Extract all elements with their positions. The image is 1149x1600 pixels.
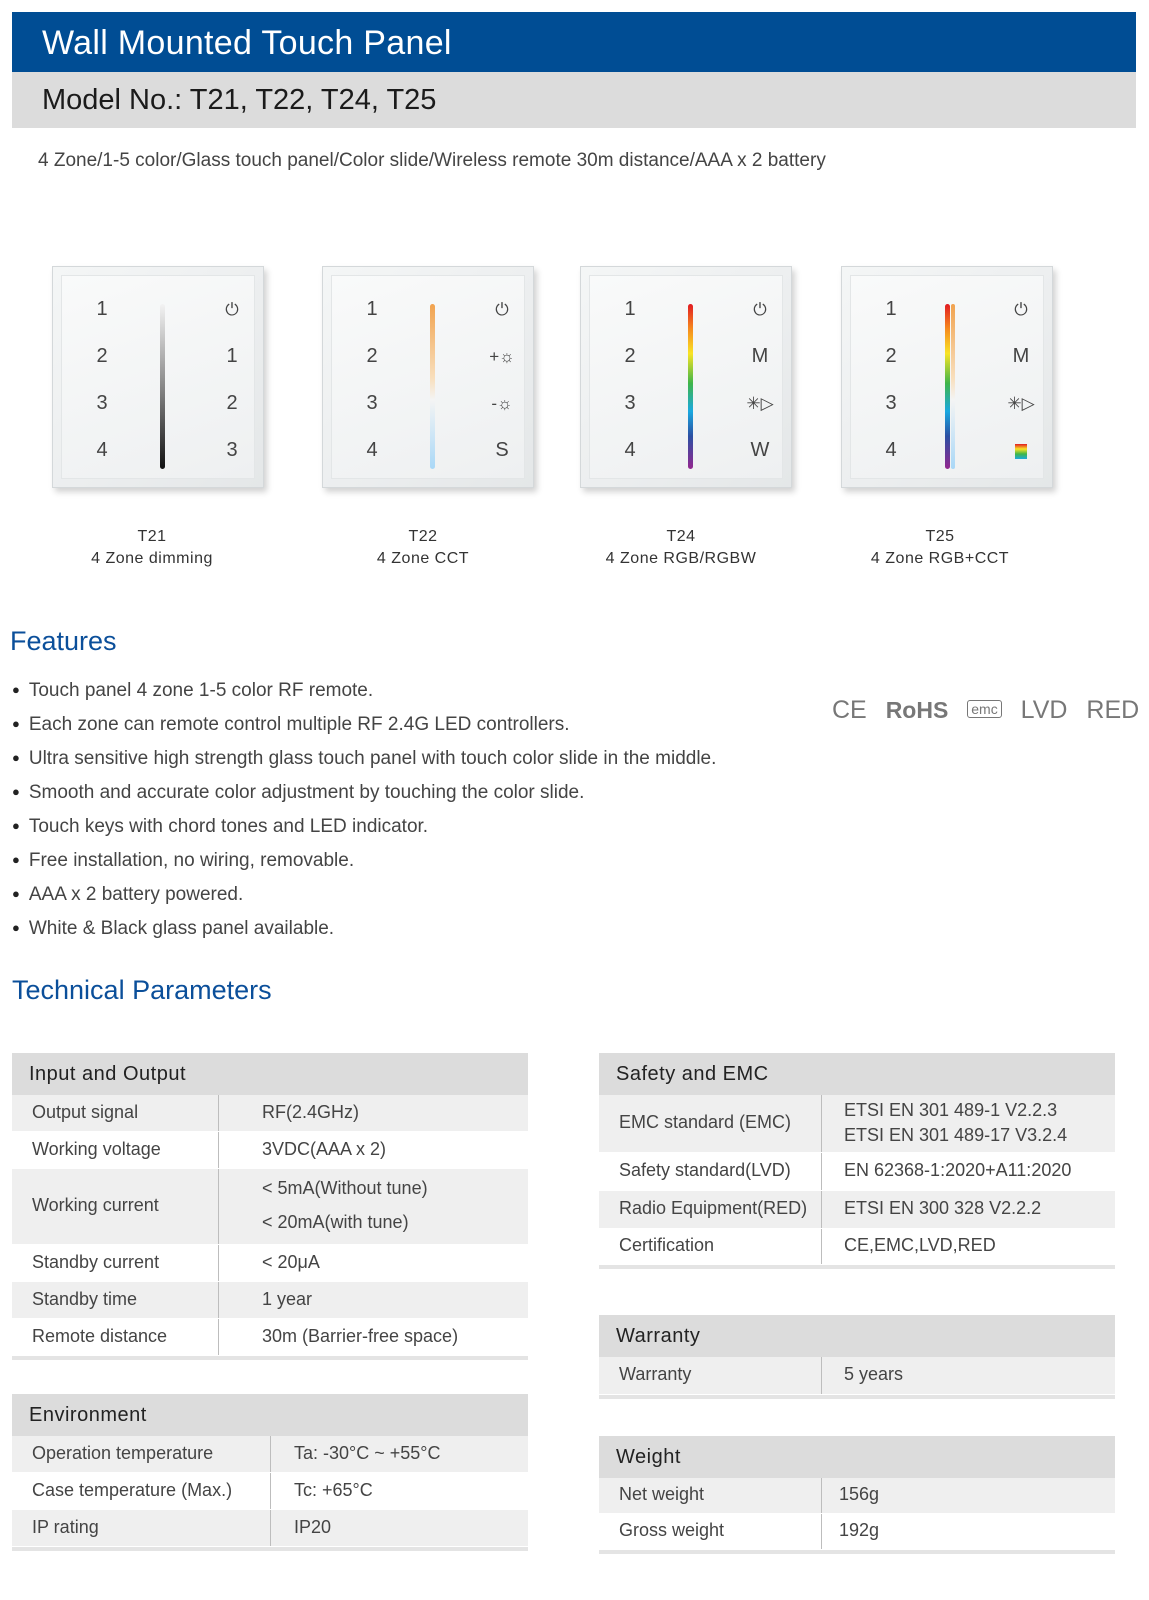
column-divider — [218, 1132, 219, 1168]
zone-key — [352, 345, 392, 368]
product-description: 4 Zone CCT — [376, 550, 470, 567]
function-key — [740, 345, 780, 368]
param-name: Output signal — [32, 1101, 139, 1122]
color-slide — [688, 304, 693, 469]
column-divider — [821, 1095, 822, 1152]
table-bottom-rule — [599, 1265, 1115, 1269]
zone-key-label: 4 — [885, 439, 897, 461]
speed-icon: ✳▷ — [746, 394, 774, 413]
zone-key — [610, 345, 650, 368]
table-title: Environment — [12, 1394, 528, 1436]
param-name: Certification — [619, 1235, 715, 1255]
table-row — [599, 1095, 1115, 1153]
param-value: EN 62368-1:2020+A11:2020 — [844, 1160, 1072, 1180]
feature-item: ● Touch panel 4 zone 1-5 color RF remote. — [12, 678, 716, 712]
zone-key — [82, 345, 122, 368]
table-row — [12, 1436, 528, 1473]
glass-surface — [850, 275, 1044, 479]
zone-key-label: 3 — [366, 392, 378, 414]
feature-item: ● Ultra sensitive high strength glass touch panel with touch color slide in the middle. — [12, 746, 716, 780]
zone-key — [610, 439, 650, 462]
param-value: 3VDC(AAA x 2) — [262, 1138, 387, 1159]
product-caption — [830, 526, 1050, 570]
zone-key — [610, 392, 650, 415]
zone-key — [82, 298, 122, 321]
color-switch-icon — [1001, 439, 1041, 462]
rohs-logo: RoHS — [885, 697, 949, 723]
zone-key-label: 1 — [624, 298, 636, 320]
param-value: ETSI EN 301 489-1 V2.2.3 — [844, 1099, 1058, 1120]
touch-panel-t22 — [322, 266, 534, 488]
table-row — [12, 1510, 528, 1547]
table-row — [12, 1473, 528, 1510]
brightness-up-icon: +☼ — [489, 347, 515, 366]
feature-item: ● AAA x 2 battery powered. — [12, 882, 716, 916]
column-divider — [821, 1229, 822, 1264]
zone-key — [82, 392, 122, 415]
touch-panel-t25 — [841, 266, 1053, 488]
function-key-label: M — [751, 345, 769, 367]
safety-table — [599, 1053, 1115, 1269]
param-value: < 20μA — [262, 1251, 320, 1272]
features-heading: Features — [10, 626, 117, 656]
param-name: Standby current — [32, 1251, 160, 1272]
product-description: 4 Zone RGB/RGBW — [605, 550, 757, 567]
feature-item: ● Smooth and accurate color adjustment by touching the color slide. — [12, 780, 716, 814]
zone-key-label: 2 — [624, 345, 636, 367]
zone-key — [352, 392, 392, 415]
param-value: ETSI EN 300 328 V2.2.2 — [844, 1198, 1042, 1218]
param-value: 30m (Barrier-free space) — [262, 1325, 459, 1346]
column-divider — [270, 1473, 271, 1509]
table-bottom-rule — [599, 1550, 1115, 1554]
param-name: Radio Equipment(RED) — [619, 1198, 808, 1218]
param-value: IP20 — [294, 1516, 332, 1537]
product-model: T22 — [408, 528, 438, 545]
zone-key-label: 4 — [366, 439, 378, 461]
param-name: Net weight — [619, 1484, 705, 1504]
table-title: Warranty — [599, 1315, 1115, 1357]
zone-key — [871, 439, 911, 462]
table-bottom-rule — [599, 1395, 1115, 1399]
input-output-table — [12, 1053, 528, 1360]
table-row — [12, 1282, 528, 1319]
column-divider — [821, 1478, 822, 1513]
product-model: T25 — [925, 528, 955, 545]
table-row — [599, 1191, 1115, 1229]
zone-key-label: 2 — [885, 345, 897, 367]
touch-panel-t24 — [580, 266, 792, 488]
function-key — [212, 345, 252, 368]
column-divider — [270, 1510, 271, 1546]
function-key-label: M — [1012, 345, 1030, 367]
param-name: IP rating — [32, 1516, 99, 1537]
table-row — [12, 1245, 528, 1282]
table-row — [599, 1357, 1115, 1395]
warranty-table — [599, 1315, 1115, 1399]
table-title: Weight — [599, 1436, 1115, 1478]
table-title: Safety and EMC — [599, 1053, 1115, 1095]
ce-logo: CE — [832, 696, 867, 724]
glass-surface — [331, 275, 525, 479]
param-name: Working voltage — [32, 1138, 161, 1159]
color-slide — [430, 304, 435, 469]
column-divider — [218, 1245, 219, 1281]
zone-key-label: 3 — [624, 392, 636, 414]
param-value: CE,EMC,LVD,RED — [844, 1235, 996, 1255]
function-key — [1001, 345, 1041, 368]
table-row — [12, 1169, 528, 1245]
function-key — [212, 392, 252, 415]
table-row — [599, 1153, 1115, 1191]
environment-table — [12, 1394, 528, 1551]
table-row — [12, 1095, 528, 1132]
function-key — [740, 439, 780, 462]
red-logo: RED — [1086, 696, 1140, 724]
table-title: Input and Output — [12, 1053, 528, 1095]
param-value: 1 year — [262, 1288, 313, 1309]
product-description: 4 Zone RGB+CCT — [870, 550, 1010, 567]
param-name: Standby time — [32, 1288, 138, 1309]
table-bottom-rule — [12, 1547, 528, 1551]
glass-surface — [589, 275, 783, 479]
param-name: Safety standard(LVD) — [619, 1160, 791, 1180]
certification-logos — [832, 696, 1149, 725]
feature-list — [12, 678, 716, 950]
param-value: Tc: +65°C — [294, 1479, 373, 1500]
brightness-down-icon: -☼ — [491, 394, 513, 413]
speed-icon: ✳▷ — [1007, 394, 1035, 413]
function-key — [482, 439, 522, 462]
param-name: Warranty — [619, 1364, 692, 1384]
feature-item: ● Free installation, no wiring, removable. — [12, 848, 716, 882]
zone-key-label: 4 — [624, 439, 636, 461]
param-value: Ta: -30°C ~ +55°C — [294, 1442, 441, 1463]
zone-key-label: 1 — [885, 298, 897, 320]
title-bar — [12, 12, 1136, 72]
param-value: RF(2.4GHz) — [262, 1101, 360, 1122]
zone-key-label: 4 — [96, 439, 108, 461]
param-name: Case temperature (Max.) — [32, 1479, 233, 1500]
page-title: Wall Mounted Touch Panel — [42, 24, 452, 62]
param-name: Operation temperature — [32, 1442, 214, 1463]
glass-surface — [61, 275, 255, 479]
param-value: ETSI EN 301 489-17 V3.2.4 — [844, 1124, 1068, 1145]
zone-key-label: 2 — [96, 345, 108, 367]
function-key-label: 3 — [226, 439, 238, 461]
param-name: Remote distance — [32, 1325, 168, 1346]
function-key-label: W — [750, 439, 770, 461]
cct-slide — [951, 304, 955, 469]
color-slide — [945, 304, 950, 469]
zone-key — [871, 298, 911, 321]
subtitle: 4 Zone/1-5 color/Glass touch panel/Color slide/Wireless remote 30m distance/AAA x 2 battery — [38, 150, 826, 171]
table-row — [12, 1132, 528, 1169]
table-row — [599, 1478, 1115, 1514]
table-row — [599, 1514, 1115, 1550]
column-divider — [270, 1436, 271, 1472]
model-number: Model No.: T21, T22, T24, T25 — [42, 84, 437, 116]
param-value: < 20mA(with tune) — [262, 1212, 409, 1232]
emc-logo: emc — [967, 700, 1001, 718]
product-caption — [571, 526, 791, 570]
param-value: 192g — [839, 1520, 880, 1540]
power-icon: ⏻ — [753, 300, 767, 319]
column-divider — [218, 1282, 219, 1318]
column-divider — [218, 1095, 219, 1131]
table-row — [12, 1319, 528, 1356]
column-divider — [218, 1169, 219, 1244]
param-name: Working current — [32, 1195, 159, 1215]
feature-item: ● White & Black glass panel available. — [12, 916, 716, 950]
column-divider — [821, 1514, 822, 1549]
function-key-label: 1 — [226, 345, 238, 367]
param-name: EMC standard (EMC) — [619, 1112, 792, 1132]
color-slide — [160, 304, 165, 469]
column-divider — [821, 1191, 822, 1228]
product-caption — [42, 526, 262, 570]
feature-item: ● Each zone can remote control multiple RF 2.4G LED controllers. — [12, 712, 716, 746]
power-icon: ⏻ — [495, 300, 509, 319]
product-model: T21 — [137, 528, 167, 545]
weight-table — [599, 1436, 1115, 1554]
lvd-logo: LVD — [1020, 696, 1068, 724]
zone-key-label: 2 — [366, 345, 378, 367]
zone-key — [82, 439, 122, 462]
zone-key-label: 3 — [96, 392, 108, 414]
product-model: T24 — [666, 528, 696, 545]
column-divider — [821, 1357, 822, 1394]
param-name: Gross weight — [619, 1520, 725, 1540]
param-value: 156g — [839, 1484, 880, 1504]
zone-key — [352, 439, 392, 462]
zone-key — [871, 392, 911, 415]
zone-key — [610, 298, 650, 321]
feature-item: ● Touch keys with chord tones and LED indicator. — [12, 814, 716, 848]
function-key-label: S — [495, 439, 509, 461]
param-value: < 5mA(Without tune) — [262, 1178, 428, 1198]
product-caption — [313, 526, 533, 570]
zone-key-label: 1 — [366, 298, 378, 320]
touch-panel-t21 — [52, 266, 264, 488]
column-divider — [218, 1319, 219, 1355]
table-row — [599, 1229, 1115, 1265]
function-key-label: 2 — [226, 392, 238, 414]
zone-key — [352, 298, 392, 321]
function-key — [212, 439, 252, 462]
zone-key-label: 1 — [96, 298, 108, 320]
power-icon: ⏻ — [225, 300, 239, 319]
table-bottom-rule — [12, 1356, 528, 1360]
model-bar — [12, 72, 1136, 128]
technical-heading: Technical Parameters — [12, 975, 272, 1005]
param-value: 5 years — [844, 1364, 904, 1384]
power-icon: ⏻ — [1014, 300, 1028, 319]
zone-key-label: 3 — [885, 392, 897, 414]
zone-key — [871, 345, 911, 368]
product-description: 4 Zone dimming — [91, 550, 213, 567]
column-divider — [821, 1153, 822, 1190]
